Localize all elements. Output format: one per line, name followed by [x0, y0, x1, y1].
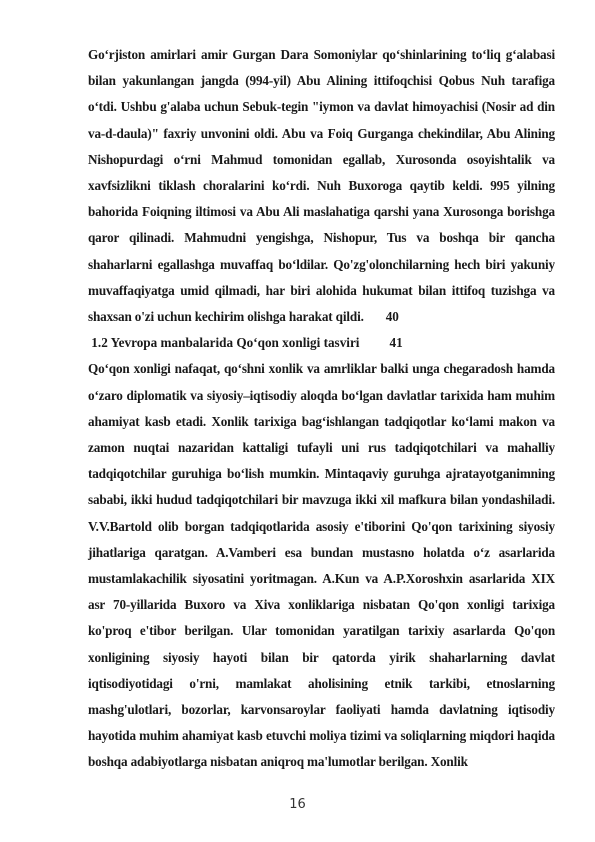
- page-body: [88, 42, 555, 776]
- section-heading-text: 1.2 Yevropa manbalarida Qo‘qon xonligi tasviri: [88, 335, 360, 351]
- paragraph-kokand-khanate: [88, 356, 555, 775]
- section-heading-reference: 41: [389, 335, 403, 351]
- paragraph-historical-events: [88, 42, 555, 330]
- page-number: 16: [289, 797, 306, 812]
- section-heading: [88, 330, 555, 356]
- paragraph-text: Go‘rjiston amirlari amir Gurgan Dara Somoniylar qo‘shinlarining to‘liq g‘alabasi bilan yakunlangan jangda (994-yil) Abu Alining ittifoqchisi Qobus Nuh tarafiga o‘tdi. Ushbu g'alaba uchun Sebuk-tegin "iymon va davlat himoyachisi (Nosir ad din va-d-daula)" faxriy unvonini oldi. Abu va Foiq Gurganga chekindilar, Abu Alining Nishopurdagi o‘rni Mahmud tomonidan egallab, Xurosonda osoyishtalik va xavfsizlikni tiklash choralarini ko‘rdi. Nuh Buxoroga qaytib keldi. 995 yilning bahorida Foiqning iltimosi va Abu Ali maslahatiga qarshi yana Xurosonga borishga qaror qilinadi. Mahmudni yengishga, Nishopur, Tus va boshqa bir qancha shaharlarni egallashga muvaffaq bo‘ldilar. Qo'zg'olonchilarning hech biri yakuniy muvaffaqiyatga umid qilmadi, har biri alohida hukumat bilan ittifoq tuzishga va shaxsan o'zi uchun kechirim olishga harakat qildi.: [88, 47, 555, 325]
- footnote-reference: 40: [385, 309, 399, 325]
- paragraph-text: Qo‘qon xonligi nafaqat, qo‘shni xonlik va amrliklar balki unga chegaradosh hamda o‘zaro diplomatik va siyosiy–iqtisodiy aloqda bo‘lgan davlatlar tarixida ham muhim ahamiyat kasb etadi. Xonlik tarixiga bag‘ishlangan tadqiqotlar ko‘lami makon va zamon nuqtai nazaridan kattaligi tufayli uni rus tadqiqotchilari va mahalliy tadqiqotchilar guruhiga bo‘lish mumkin. Mintaqaviy guruhga ajratayotganimning sababi, ikki hudud tadqiqotchilari bir mavzuga ikki xil mafkura bilan yondashiladi. V.V.Bartold olib borgan tadqiqotlarida asosiy e'tiborini Qo'qon tarixining siyosiy jihatlariga qaratgan. A.Vamberi esa bundan mustasno holatda o‘z asarlarida mustamlakachilik siyosatini yoritmagan. A.Kun va A.P.Xoroshxin asarlarida XIX asr 70-yillarida Buxoro va Xiva xonliklariga nisbatan Qo'qon xonligi tarixiga ko'proq e'tibor berilgan. Ular tomonidan yaratilgan tarixiy asarlarda Qo'qon xonligining siyosiy hayoti bilan bir qatorda yirik shaharlarning davlat iqtisodiyotidagi o'rni, mamlakat aholisining etnik tarkibi, etnoslarning mashg'ulotlari, bozorlar, karvonsaroylar faoliyati hamda davlatning iqtisodiy hayotida muhim ahamiyat kasb etuvchi moliya tizimi va soliqlarning miqdori haqida boshqa adabiyotlarga nisbatan aniqroq ma'lumotlar berilgan. Xonlik: [88, 361, 555, 770]
